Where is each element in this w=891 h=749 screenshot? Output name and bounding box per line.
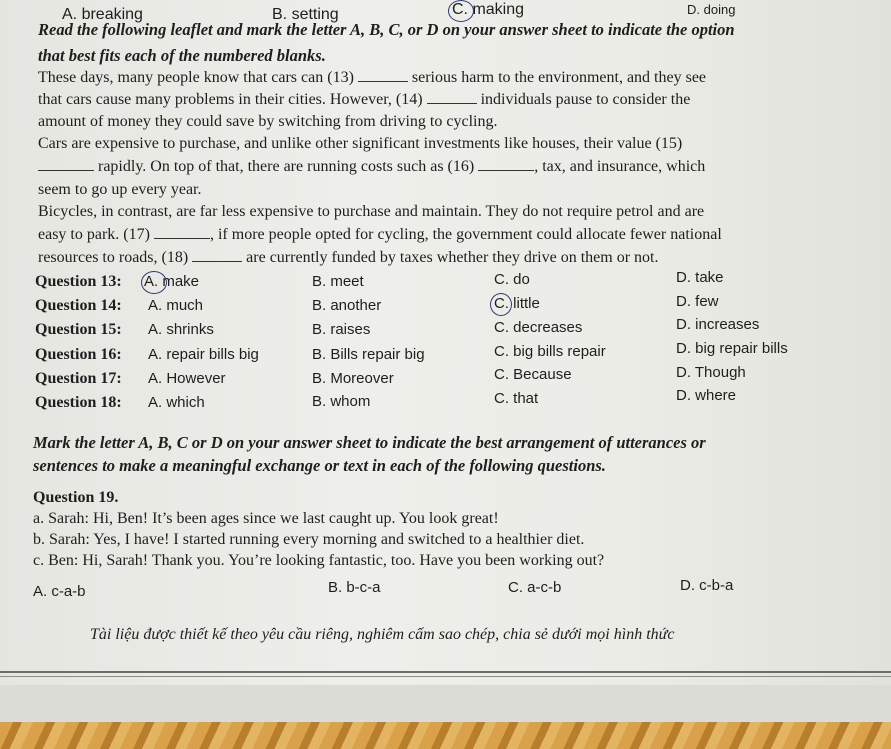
blank-17 [154, 224, 210, 239]
q13-option-c: C. do [494, 271, 530, 288]
question-19-label: Question 19. [33, 489, 119, 506]
question-18-label: Question 18: [35, 394, 122, 411]
passage-line-3: amount of money they could save by switching from driving to cycling. [38, 113, 498, 130]
q19-option-b: B. b-c-a [328, 579, 381, 596]
blank-15 [38, 156, 94, 171]
passage-line-1: These days, many people know that cars can (13) serious harm to the environment, and they see [38, 69, 707, 86]
blank-14 [427, 89, 477, 104]
q16-option-c: C. big bills repair [494, 343, 606, 360]
q16-option-a: A. repair bills big [148, 346, 259, 363]
q17-option-d: D. Though [676, 364, 746, 381]
blank-13 [358, 67, 408, 82]
q15-option-c: C. decreases [494, 319, 583, 336]
question-14-label: Question 14: [35, 297, 122, 314]
q13-option-a: A. make [144, 273, 200, 290]
blank-16 [478, 156, 534, 171]
instruction-1-line-2: that best fits each of the numbered blanks. [38, 46, 326, 65]
q15-option-d: D. increases [676, 316, 760, 333]
q15-option-a: A. shrinks [148, 321, 214, 338]
answer-circle-q13 [141, 271, 167, 294]
q14-option-c: C. little [494, 295, 540, 312]
q19-utterance-b: b. Sarah: Yes, I have! I started running every morning and switched to a healthier diet. [33, 531, 585, 548]
passage-line-7: Bicycles, in contrast, are far less expensive to purchase and maintain. They do not require petrol and are [38, 203, 705, 220]
page-divider-thin [0, 676, 891, 677]
top-option-d: D. doing [687, 2, 736, 17]
q18-option-b: B. whom [312, 393, 371, 410]
q13-option-b: B. meet [312, 273, 364, 290]
q18-option-a: A. which [148, 394, 205, 411]
instruction-2-line-1: Mark the letter A, B, C or D on your answer sheet to indicate the best arrangement of utterances or [33, 433, 706, 452]
q19-option-c: C. a-c-b [508, 579, 562, 596]
q14-option-a: A. much [148, 297, 204, 314]
top-option-b: B. setting [272, 6, 339, 23]
q13-option-d: D. take [676, 269, 724, 286]
passage-line-2: that cars cause many problems in their cities. However, (14) individuals pause to consider the [38, 91, 691, 108]
question-13-label: Question 13: [35, 273, 122, 290]
passage-line-6: seem to go up every year. [38, 181, 202, 198]
instruction-2-line-2: sentences to make a meaningful exchange or text in each of the following questions. [33, 456, 606, 475]
top-option-a: A. breaking [62, 6, 143, 23]
q16-option-b: B. Bills repair big [312, 346, 425, 363]
question-15-label: Question 15: [35, 321, 122, 338]
footer-note: Tài liệu được thiết kế theo yêu cầu riêng, nghiêm cấm sao chép, chia sẻ dưới mọi hình thức [90, 626, 675, 643]
q17-option-a: A. However [148, 370, 226, 387]
passage-line-9: resources to roads, (18) are currently funded by taxes whether they drive on them or not. [38, 249, 659, 266]
q14-option-d: D. few [676, 293, 719, 310]
q17-option-b: B. Moreover [312, 370, 394, 387]
q14-option-b: B. another [312, 297, 382, 314]
q15-option-b: B. raises [312, 321, 371, 338]
blank-18 [192, 247, 242, 262]
answer-circle-q14 [490, 293, 512, 316]
question-16-label: Question 16: [35, 346, 122, 363]
question-17-label: Question 17: [35, 370, 122, 387]
q18-option-c: C. that [494, 390, 539, 407]
table-surface [0, 722, 891, 749]
q16-option-d: D. big repair bills [676, 340, 788, 357]
answer-circle-mark [448, 0, 474, 22]
q18-option-d: D. where [676, 387, 737, 404]
top-option-c: C. making [452, 1, 525, 18]
q19-utterance-c: c. Ben: Hi, Sarah! Thank you. You’re looking fantastic, too. Have you been working out? [33, 552, 605, 569]
instruction-1-line-1: Read the following leaflet and mark the letter A, B, C, or D on your answer sheet to indicate the option [38, 20, 735, 39]
q19-option-a: A. c-a-b [33, 583, 86, 600]
q17-option-c: C. Because [494, 366, 572, 383]
passage-line-4: Cars are expensive to purchase, and unlike other significant investments like houses, their value (15) [38, 135, 683, 152]
page-divider [0, 671, 891, 673]
q19-utterance-a: a. Sarah: Hi, Ben! It’s been ages since we last caught up. You look great! [33, 510, 499, 527]
passage-line-8: easy to park. (17) , if more people opted for cycling, the government could allocate fewer national [38, 226, 722, 243]
q19-option-d: D. c-b-a [680, 577, 734, 594]
passage-line-5: rapidly. On top of that, there are running costs such as (16) , tax, and insurance, which [38, 156, 705, 177]
